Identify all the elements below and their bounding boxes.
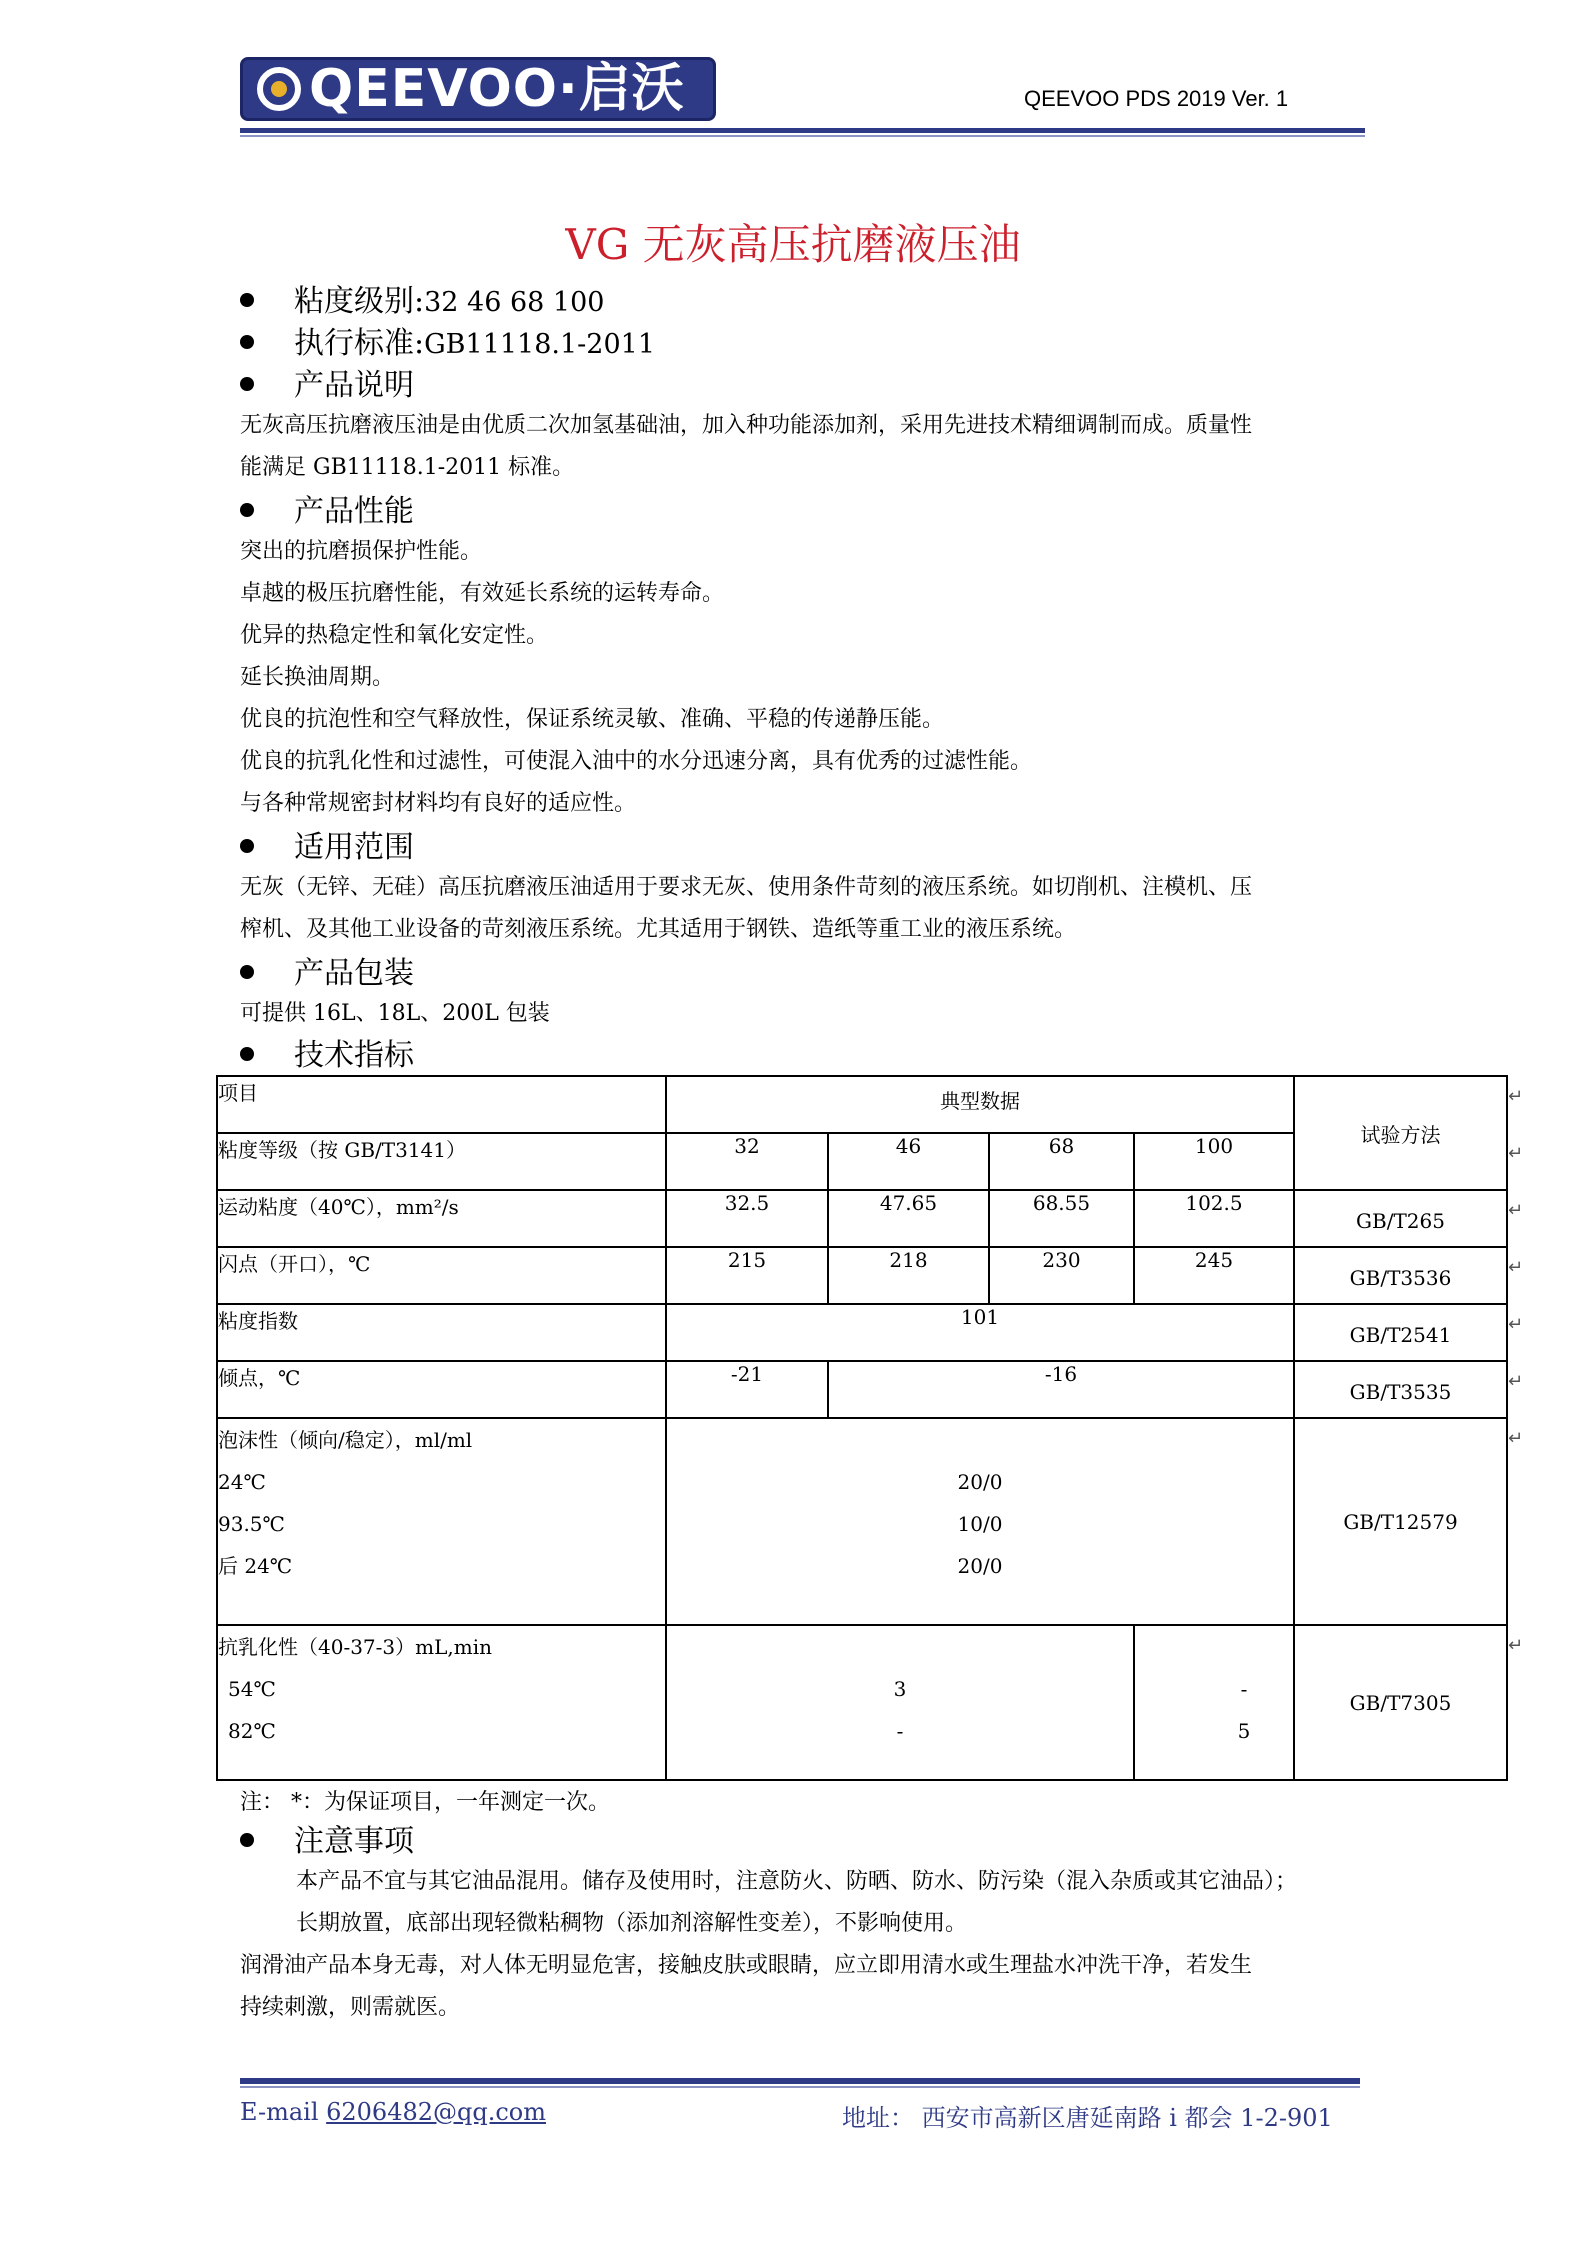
header-rule-thin — [240, 135, 1365, 137]
cell-value: 20/0 — [957, 1554, 1003, 1578]
header-method: 试验方法 — [1294, 1076, 1507, 1190]
cell-value: 5 — [1237, 1719, 1251, 1743]
bullet-icon — [240, 377, 254, 391]
return-mark-icon: ↵ — [1508, 1200, 1524, 1221]
cell-value: 218 — [828, 1247, 989, 1304]
row-label: 运动粘度（40℃），mm²/s — [217, 1190, 666, 1247]
cell-value: 32 — [666, 1133, 828, 1190]
cell-value: 230 — [989, 1247, 1134, 1304]
table-row — [217, 1418, 1507, 1625]
email-label: E-mail — [240, 2098, 327, 2126]
demuls-values-2 — [1134, 1625, 1294, 1780]
return-mark-icon: ↵ — [1508, 1257, 1524, 1278]
cell-value: 10/0 — [957, 1512, 1003, 1536]
row-label: 粘度指数 — [217, 1304, 666, 1361]
cell-value: - — [1240, 1677, 1248, 1701]
document-title: VG 无灰高压抗磨液压油 — [565, 220, 1021, 269]
header-item: 项目 — [217, 1076, 666, 1133]
footer-address: 地址： 西安市高新区唐延南路 i 都会 1-2-901 — [842, 2104, 1333, 2132]
row-label: 粘度等级（按 GB/T3141） — [217, 1133, 666, 1190]
notice-line: 持续刺激，则需就医。 — [240, 1995, 461, 2020]
cell-value: 46 — [828, 1133, 989, 1190]
table-row — [217, 1361, 1507, 1418]
cell-method: GB/T265 — [1294, 1190, 1507, 1247]
logo-text: QEEVOO·启沃 — [309, 59, 685, 119]
row-label-demuls — [217, 1625, 666, 1780]
notice-line: 润滑油产品本身无毒，对人体无明显危害，接触皮肤或眼睛，应立即用清水或生理盐水冲洗干净，若发生 — [240, 1953, 1253, 1978]
cell-value: -21 — [666, 1361, 828, 1418]
performance-line: 与各种常规密封材料均有良好的适应性。 — [240, 791, 637, 816]
bullet-icon — [240, 1833, 254, 1847]
sub-label: 24℃ — [218, 1470, 266, 1494]
cell-method: GB/T12579 — [1294, 1418, 1507, 1625]
performance-line: 优良的抗泡性和空气释放性，保证系统灵敏、准确、平稳的传递静压能。 — [240, 707, 945, 732]
cell-value: 32.5 — [666, 1190, 828, 1247]
sub-label: 93.5℃ — [218, 1512, 285, 1536]
cell-value: - — [896, 1719, 904, 1743]
section-heading-description: 产品说明 — [240, 368, 414, 404]
performance-line: 优异的热稳定性和氧化安定性。 — [240, 623, 549, 648]
table-row — [217, 1076, 1507, 1133]
table-row — [217, 1304, 1507, 1361]
return-mark-icon: ↵ — [1508, 1371, 1524, 1392]
cell-value: 68.55 — [989, 1190, 1134, 1247]
company-logo — [240, 57, 716, 121]
performance-line: 优良的抗乳化性和过滤性，可使混入油中的水分迅速分离，具有优秀的过滤性能。 — [240, 749, 1033, 774]
packaging-text: 可提供 16L、18L、200L 包装 — [240, 1001, 550, 1026]
return-mark-icon: ↵ — [1508, 1314, 1524, 1335]
cell-value: 20/0 — [957, 1470, 1003, 1494]
bullet-icon — [240, 1047, 254, 1061]
cell-method: GB/T7305 — [1294, 1625, 1507, 1780]
cell-value: 215 — [666, 1247, 828, 1304]
footer-rule-thin — [240, 2086, 1360, 2088]
performance-line: 突出的抗磨损保护性能。 — [240, 539, 483, 564]
demuls-values-1 — [666, 1625, 1134, 1780]
section-heading-application: 适用范围 — [240, 830, 414, 866]
return-mark-icon: ↵ — [1508, 1143, 1524, 1164]
bullet-icon — [240, 503, 254, 517]
cell-value: 102.5 — [1134, 1190, 1294, 1247]
header-typical: 典型数据 — [666, 1076, 1294, 1133]
standard: 执行标准:GB11118.1-2011 — [240, 326, 655, 363]
table-row — [217, 1247, 1507, 1304]
performance-line: 卓越的极压抗磨性能，有效延长系统的运转寿命。 — [240, 581, 725, 606]
notice-line: 长期放置，底部出现轻微粘稠物（添加剂溶解性变差），不影响使用。 — [296, 1911, 968, 1936]
application-line: 榨机、及其他工业设备的苛刻液压系统。尤其适用于钢铁、造纸等重工业的液压系统。 — [240, 917, 1077, 942]
cell-method: GB/T3535 — [1294, 1361, 1507, 1418]
cell-value: 47.65 — [828, 1190, 989, 1247]
footer-rule — [240, 2078, 1360, 2084]
cell-value: 68 — [989, 1133, 1134, 1190]
sub-label: 82℃ — [228, 1719, 276, 1743]
table-note: 注： *：为保证项目，一年测定一次。 — [240, 1790, 610, 1815]
cell-value: 100 — [1134, 1133, 1294, 1190]
gear-icon — [257, 67, 301, 111]
email-link[interactable]: 6206482@qq.com — [326, 2098, 547, 2126]
return-mark-icon: ↵ — [1508, 1086, 1524, 1107]
sub-label: 后 24℃ — [218, 1554, 293, 1578]
section-heading-notice: 注意事项 — [240, 1824, 414, 1860]
bullet-icon — [240, 965, 254, 979]
cell-method: GB/T2541 — [1294, 1304, 1507, 1361]
document-version: QEEVOO PDS 2019 Ver. 1 — [1024, 86, 1289, 111]
bullet-icon — [240, 335, 254, 349]
return-mark-icon: ↵ — [1508, 1635, 1524, 1656]
cell-value: -16 — [828, 1361, 1294, 1418]
section-heading-performance: 产品性能 — [240, 494, 414, 530]
return-mark-icon: ↵ — [1508, 1428, 1524, 1449]
table-row — [217, 1190, 1507, 1247]
bullet-icon — [240, 293, 254, 307]
section-heading-tech: 技术指标 — [240, 1038, 414, 1074]
spec-table — [216, 1075, 1508, 1781]
row-label: 闪点（开口），℃ — [217, 1247, 666, 1304]
section-heading-packaging: 产品包装 — [240, 956, 414, 992]
foam-values — [666, 1418, 1294, 1625]
viscosity-grade: 粘度级别:32 46 68 100 — [240, 284, 604, 321]
row-label-foam — [217, 1418, 666, 1625]
cell-value: 3 — [893, 1677, 907, 1701]
cell-method: GB/T3536 — [1294, 1247, 1507, 1304]
row-label: 抗乳化性（40-37-3）mL,min — [218, 1635, 492, 1659]
cell-value: 101 — [666, 1304, 1294, 1361]
sub-label: 54℃ — [228, 1677, 276, 1701]
description-line: 无灰高压抗磨液压油是由优质二次加氢基础油，加入种功能添加剂，采用先进技术精细调制而成。质量性 — [240, 413, 1253, 438]
footer-email — [240, 2098, 546, 2126]
table-row — [217, 1625, 1507, 1780]
performance-line: 延长换油周期。 — [240, 665, 395, 690]
bullet-icon — [240, 839, 254, 853]
header-rule — [240, 128, 1365, 133]
description-line: 能满足 GB11118.1-2011 标准。 — [240, 455, 575, 480]
notice-line: 本产品不宜与其它油品混用。储存及使用时，注意防火、防晒、防水、防污染（混入杂质或其它油品）； — [296, 1869, 1298, 1894]
application-line: 无灰（无锌、无硅）高压抗磨液压油适用于要求无灰、使用条件苛刻的液压系统。如切削机、注模机、压 — [240, 875, 1253, 900]
cell-value: 245 — [1134, 1247, 1294, 1304]
row-label: 倾点，℃ — [217, 1361, 666, 1418]
row-label: 泡沫性（倾向/稳定），ml/ml — [218, 1428, 473, 1452]
